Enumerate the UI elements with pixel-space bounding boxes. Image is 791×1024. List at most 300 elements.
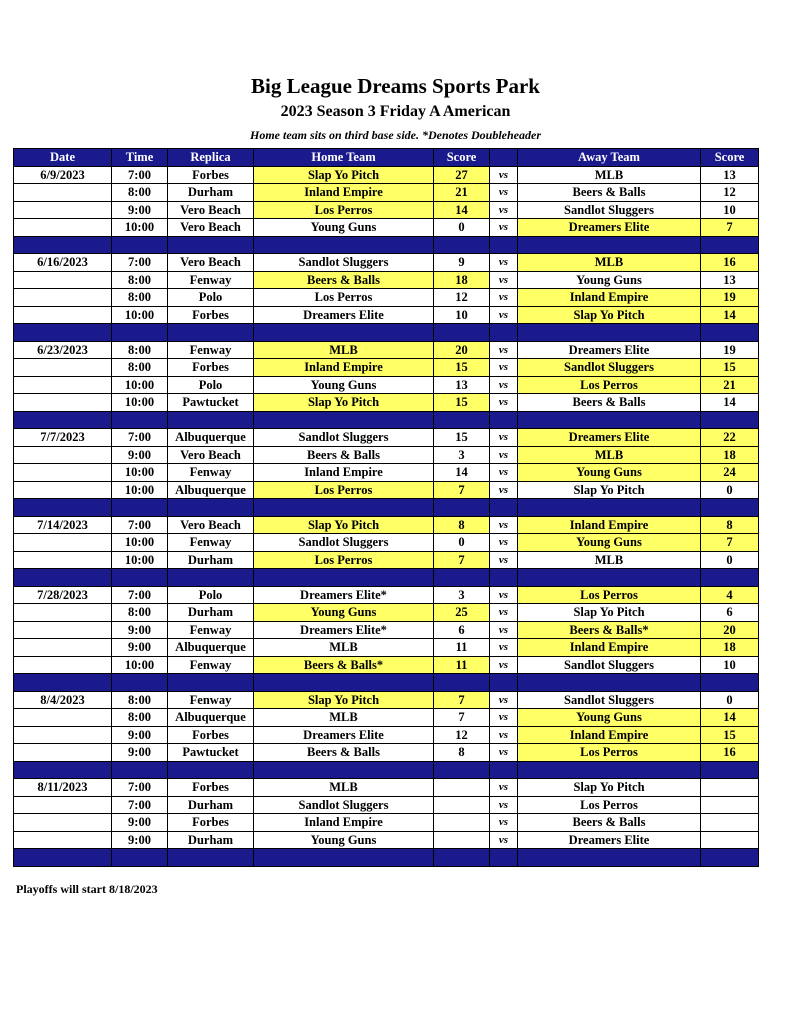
game-replica-field: Fenway (168, 534, 254, 552)
separator-cell (14, 569, 112, 587)
game-date (14, 604, 112, 622)
game-replica-field: Forbes (168, 359, 254, 377)
col-replica-header: Replica (168, 149, 254, 167)
game-time: 10:00 (112, 376, 168, 394)
separator-cell (490, 569, 518, 587)
home-team: Young Guns (254, 376, 434, 394)
separator-cell (701, 236, 759, 254)
game-date (14, 464, 112, 482)
home-team: Beers & Balls (254, 271, 434, 289)
separator-cell (254, 499, 434, 517)
away-score: 16 (701, 254, 759, 272)
col-home-score-header: Score (434, 149, 490, 167)
week-separator (14, 324, 759, 342)
week-separator (14, 849, 759, 867)
vs-label: vs (490, 359, 518, 377)
game-date (14, 726, 112, 744)
game-replica-field: Forbes (168, 814, 254, 832)
home-team: Inland Empire (254, 184, 434, 202)
away-team: Beers & Balls (518, 184, 701, 202)
game-row (14, 726, 759, 744)
vs-label: vs (490, 376, 518, 394)
separator-cell (112, 236, 168, 254)
away-score (701, 814, 759, 832)
home-team: Beers & Balls (254, 446, 434, 464)
away-score: 10 (701, 656, 759, 674)
col-date-header: Date (14, 149, 112, 167)
game-date (14, 394, 112, 412)
week-separator (14, 569, 759, 587)
away-score: 15 (701, 359, 759, 377)
game-replica-field: Vero Beach (168, 446, 254, 464)
game-time: 7:00 (112, 796, 168, 814)
season-subtitle: 2023 Season 3 Friday A American (280, 103, 511, 120)
separator-cell (168, 236, 254, 254)
vs-label: vs (490, 621, 518, 639)
separator-cell (490, 499, 518, 517)
game-replica-field: Durham (168, 551, 254, 569)
game-time: 9:00 (112, 446, 168, 464)
game-replica-field: Forbes (168, 306, 254, 324)
game-time: 8:00 (112, 184, 168, 202)
away-score: 10 (701, 201, 759, 219)
away-score (701, 831, 759, 849)
game-row (14, 709, 759, 727)
home-score: 15 (434, 394, 490, 412)
game-date (14, 656, 112, 674)
separator-cell (518, 761, 701, 779)
game-time: 9:00 (112, 726, 168, 744)
away-score: 7 (701, 219, 759, 237)
vs-label: vs (490, 814, 518, 832)
game-replica-field: Fenway (168, 464, 254, 482)
separator-cell (112, 569, 168, 587)
separator-cell (168, 499, 254, 517)
schedule-body (14, 166, 759, 866)
game-row (14, 796, 759, 814)
home-team: Sandlot Sluggers (254, 796, 434, 814)
separator-cell (490, 849, 518, 867)
game-replica-field: Vero Beach (168, 201, 254, 219)
game-time: 8:00 (112, 604, 168, 622)
separator-cell (490, 236, 518, 254)
vs-label: vs (490, 779, 518, 797)
separator-cell (168, 761, 254, 779)
away-score: 6 (701, 604, 759, 622)
game-replica-field: Fenway (168, 691, 254, 709)
week-separator (14, 236, 759, 254)
game-replica-field: Pawtucket (168, 394, 254, 412)
game-date (14, 481, 112, 499)
game-date: 6/16/2023 (14, 254, 112, 272)
game-replica-field: Fenway (168, 621, 254, 639)
away-score: 0 (701, 691, 759, 709)
separator-cell (168, 324, 254, 342)
week-separator (14, 411, 759, 429)
game-row (14, 271, 759, 289)
home-score (434, 796, 490, 814)
home-score: 0 (434, 219, 490, 237)
away-score (701, 779, 759, 797)
separator-cell (701, 324, 759, 342)
home-score: 9 (434, 254, 490, 272)
separator-cell (701, 569, 759, 587)
game-row (14, 376, 759, 394)
separator-cell (701, 499, 759, 517)
game-time: 9:00 (112, 621, 168, 639)
away-team: MLB (518, 446, 701, 464)
game-time: 8:00 (112, 709, 168, 727)
home-score: 13 (434, 376, 490, 394)
separator-cell (254, 849, 434, 867)
col-time-header: Time (112, 149, 168, 167)
separator-cell (168, 569, 254, 587)
vs-label: vs (490, 656, 518, 674)
home-score: 12 (434, 289, 490, 307)
separator-cell (14, 236, 112, 254)
away-score: 0 (701, 481, 759, 499)
game-date (14, 621, 112, 639)
home-team: Slap Yo Pitch (254, 394, 434, 412)
separator-cell (254, 324, 434, 342)
vs-label: vs (490, 201, 518, 219)
game-date: 8/4/2023 (14, 691, 112, 709)
game-replica-field: Forbes (168, 779, 254, 797)
game-row (14, 744, 759, 762)
home-score: 0 (434, 534, 490, 552)
separator-cell (518, 849, 701, 867)
away-team: Sandlot Sluggers (518, 691, 701, 709)
separator-cell (434, 569, 490, 587)
away-team: Sandlot Sluggers (518, 656, 701, 674)
home-team: Dreamers Elite (254, 726, 434, 744)
away-team: Slap Yo Pitch (518, 604, 701, 622)
game-time: 10:00 (112, 481, 168, 499)
separator-cell (434, 674, 490, 692)
away-team: Slap Yo Pitch (518, 306, 701, 324)
separator-cell (518, 499, 701, 517)
home-team: Sandlot Sluggers (254, 534, 434, 552)
vs-label: vs (490, 796, 518, 814)
home-score: 8 (434, 744, 490, 762)
game-row (14, 551, 759, 569)
game-row (14, 779, 759, 797)
game-replica-field: Vero Beach (168, 516, 254, 534)
game-date (14, 744, 112, 762)
game-row (14, 429, 759, 447)
home-team: Beers & Balls* (254, 656, 434, 674)
game-date (14, 184, 112, 202)
game-time: 10:00 (112, 394, 168, 412)
game-replica-field: Fenway (168, 341, 254, 359)
home-team: MLB (254, 341, 434, 359)
away-team: Dreamers Elite (518, 341, 701, 359)
vs-label: vs (490, 394, 518, 412)
away-team: Inland Empire (518, 726, 701, 744)
separator-cell (168, 411, 254, 429)
home-score: 15 (434, 429, 490, 447)
separator-cell (434, 236, 490, 254)
game-replica-field: Fenway (168, 271, 254, 289)
separator-cell (168, 674, 254, 692)
game-date (14, 306, 112, 324)
week-separator (14, 674, 759, 692)
vs-label: vs (490, 341, 518, 359)
col-vs-header (490, 149, 518, 167)
separator-cell (434, 761, 490, 779)
game-row (14, 446, 759, 464)
away-team: Inland Empire (518, 639, 701, 657)
game-time: 7:00 (112, 166, 168, 184)
game-time: 9:00 (112, 639, 168, 657)
game-date (14, 289, 112, 307)
away-score: 8 (701, 516, 759, 534)
home-score: 8 (434, 516, 490, 534)
game-time: 8:00 (112, 341, 168, 359)
home-score: 18 (434, 271, 490, 289)
game-row (14, 219, 759, 237)
away-team: Los Perros (518, 586, 701, 604)
away-score: 16 (701, 744, 759, 762)
vs-label: vs (490, 166, 518, 184)
home-team: Inland Empire (254, 464, 434, 482)
game-time: 9:00 (112, 201, 168, 219)
separator-cell (701, 674, 759, 692)
away-score: 4 (701, 586, 759, 604)
separator-cell (490, 674, 518, 692)
game-time: 8:00 (112, 359, 168, 377)
home-score: 10 (434, 306, 490, 324)
separator-cell (434, 411, 490, 429)
separator-cell (112, 761, 168, 779)
separator-cell (112, 849, 168, 867)
game-row (14, 166, 759, 184)
game-row (14, 289, 759, 307)
game-replica-field: Pawtucket (168, 744, 254, 762)
vs-label: vs (490, 429, 518, 447)
game-date (14, 271, 112, 289)
away-team: Inland Empire (518, 516, 701, 534)
away-score: 12 (701, 184, 759, 202)
away-score: 19 (701, 341, 759, 359)
separator-cell (254, 236, 434, 254)
game-time: 7:00 (112, 586, 168, 604)
away-score: 22 (701, 429, 759, 447)
game-time: 7:00 (112, 254, 168, 272)
game-date: 6/9/2023 (14, 166, 112, 184)
away-team: MLB (518, 166, 701, 184)
game-row (14, 201, 759, 219)
separator-cell (490, 324, 518, 342)
game-row (14, 359, 759, 377)
home-team: Los Perros (254, 481, 434, 499)
week-separator (14, 761, 759, 779)
home-team: MLB (254, 639, 434, 657)
playoffs-note: Playoffs will start 8/18/2023 (16, 882, 158, 896)
away-team: Beers & Balls (518, 394, 701, 412)
separator-cell (112, 411, 168, 429)
vs-label: vs (490, 744, 518, 762)
away-team: Beers & Balls (518, 814, 701, 832)
vs-label: vs (490, 446, 518, 464)
vs-label: vs (490, 184, 518, 202)
away-score: 24 (701, 464, 759, 482)
home-team: Los Perros (254, 201, 434, 219)
separator-cell (112, 674, 168, 692)
vs-label: vs (490, 726, 518, 744)
game-replica-field: Albuquerque (168, 429, 254, 447)
away-score: 14 (701, 709, 759, 727)
game-row (14, 656, 759, 674)
game-time: 10:00 (112, 464, 168, 482)
separator-cell (434, 849, 490, 867)
vs-label: vs (490, 639, 518, 657)
home-score (434, 779, 490, 797)
separator-cell (168, 849, 254, 867)
game-time: 7:00 (112, 516, 168, 534)
home-score: 3 (434, 446, 490, 464)
separator-cell (434, 499, 490, 517)
home-score: 6 (434, 621, 490, 639)
home-team: Slap Yo Pitch (254, 691, 434, 709)
away-team: Los Perros (518, 744, 701, 762)
home-score: 12 (434, 726, 490, 744)
away-score: 0 (701, 551, 759, 569)
away-team: Young Guns (518, 271, 701, 289)
schedule-note: Home team sits on third base side. *Denotes Doubleheader (250, 128, 541, 142)
home-team: Slap Yo Pitch (254, 516, 434, 534)
game-replica-field: Polo (168, 376, 254, 394)
home-team: Inland Empire (254, 814, 434, 832)
separator-cell (490, 411, 518, 429)
separator-cell (14, 324, 112, 342)
game-replica-field: Fenway (168, 656, 254, 674)
vs-label: vs (490, 831, 518, 849)
game-time: 10:00 (112, 219, 168, 237)
home-team: Beers & Balls (254, 744, 434, 762)
vs-label: vs (490, 551, 518, 569)
game-date: 7/28/2023 (14, 586, 112, 604)
separator-cell (14, 849, 112, 867)
separator-cell (254, 674, 434, 692)
vs-label: vs (490, 306, 518, 324)
separator-cell (112, 499, 168, 517)
home-score: 7 (434, 691, 490, 709)
game-date: 8/11/2023 (14, 779, 112, 797)
separator-cell (14, 499, 112, 517)
home-score: 14 (434, 464, 490, 482)
separator-cell (701, 849, 759, 867)
vs-label: vs (490, 691, 518, 709)
home-score: 14 (434, 201, 490, 219)
home-team: Los Perros (254, 289, 434, 307)
away-team: Dreamers Elite (518, 219, 701, 237)
game-date (14, 534, 112, 552)
home-score: 7 (434, 481, 490, 499)
game-date (14, 219, 112, 237)
away-score: 14 (701, 394, 759, 412)
home-score: 11 (434, 639, 490, 657)
vs-label: vs (490, 709, 518, 727)
game-replica-field: Forbes (168, 726, 254, 744)
game-date: 6/23/2023 (14, 341, 112, 359)
home-score: 20 (434, 341, 490, 359)
game-row (14, 254, 759, 272)
away-score: 15 (701, 726, 759, 744)
game-row (14, 184, 759, 202)
away-team: Slap Yo Pitch (518, 481, 701, 499)
separator-cell (518, 674, 701, 692)
away-team: Sandlot Sluggers (518, 359, 701, 377)
game-date (14, 796, 112, 814)
game-time: 10:00 (112, 306, 168, 324)
game-time: 9:00 (112, 744, 168, 762)
game-date (14, 201, 112, 219)
away-score: 20 (701, 621, 759, 639)
home-team: Dreamers Elite* (254, 586, 434, 604)
home-score: 27 (434, 166, 490, 184)
home-team: MLB (254, 709, 434, 727)
away-score: 19 (701, 289, 759, 307)
away-team: Young Guns (518, 534, 701, 552)
page-title: Big League Dreams Sports Park (251, 74, 540, 98)
game-row (14, 814, 759, 832)
game-time: 10:00 (112, 534, 168, 552)
game-row (14, 586, 759, 604)
vs-label: vs (490, 534, 518, 552)
game-replica-field: Polo (168, 586, 254, 604)
home-score: 7 (434, 709, 490, 727)
vs-label: vs (490, 219, 518, 237)
vs-label: vs (490, 271, 518, 289)
vs-label: vs (490, 464, 518, 482)
away-score: 13 (701, 271, 759, 289)
away-score: 18 (701, 446, 759, 464)
game-replica-field: Albuquerque (168, 709, 254, 727)
away-team: Young Guns (518, 709, 701, 727)
away-score: 14 (701, 306, 759, 324)
separator-cell (490, 761, 518, 779)
game-replica-field: Albuquerque (168, 639, 254, 657)
game-date: 7/7/2023 (14, 429, 112, 447)
home-team: Inland Empire (254, 359, 434, 377)
home-team: Young Guns (254, 831, 434, 849)
away-score: 18 (701, 639, 759, 657)
away-team: Young Guns (518, 464, 701, 482)
separator-cell (434, 324, 490, 342)
game-replica-field: Durham (168, 831, 254, 849)
game-row (14, 306, 759, 324)
separator-cell (518, 236, 701, 254)
col-away-team-header: Away Team (518, 149, 701, 167)
separator-cell (518, 569, 701, 587)
home-team: Sandlot Sluggers (254, 429, 434, 447)
home-score: 25 (434, 604, 490, 622)
separator-cell (14, 761, 112, 779)
game-date (14, 831, 112, 849)
game-time: 10:00 (112, 551, 168, 569)
header-row (14, 149, 759, 167)
game-time: 9:00 (112, 814, 168, 832)
game-date (14, 551, 112, 569)
game-date: 7/14/2023 (14, 516, 112, 534)
game-row (14, 516, 759, 534)
home-score: 3 (434, 586, 490, 604)
home-team: Dreamers Elite (254, 306, 434, 324)
home-score: 21 (434, 184, 490, 202)
vs-label: vs (490, 289, 518, 307)
home-score: 11 (434, 656, 490, 674)
